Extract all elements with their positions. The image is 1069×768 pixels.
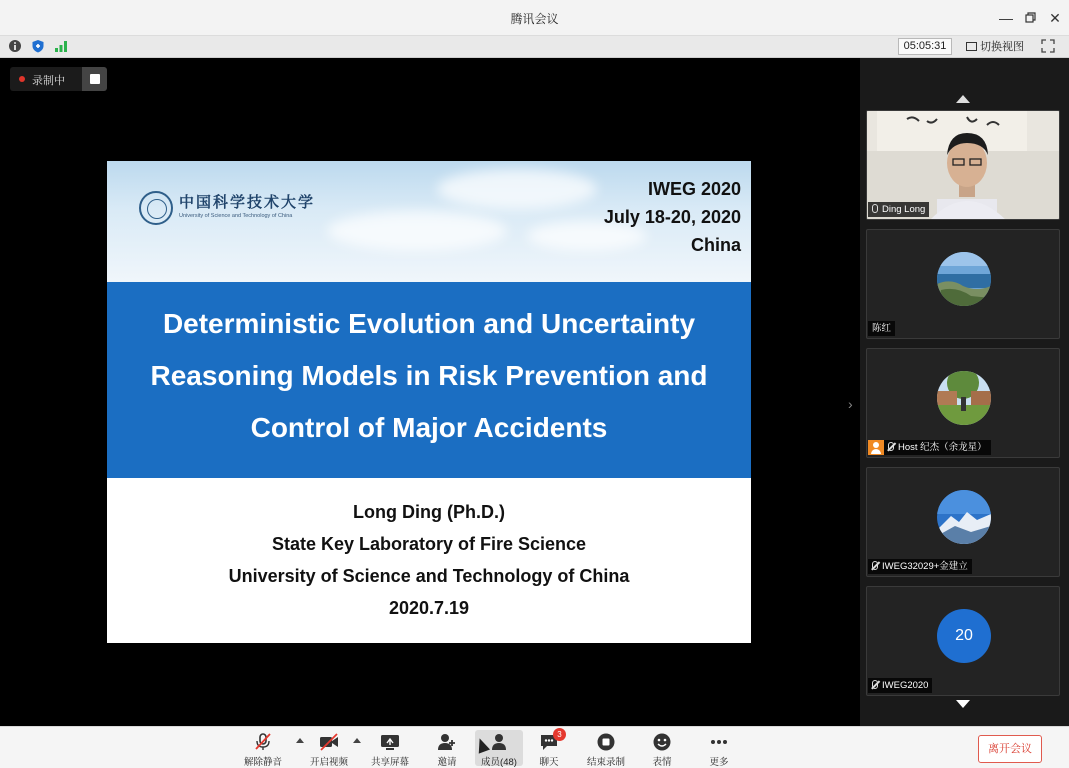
participant-tile[interactable] [866,229,1060,339]
microphone-muted-icon [872,680,878,689]
end-recording-label: 结束录制 [586,757,625,768]
more-dots-icon [709,733,729,751]
slide-title-line: Control of Major Accidents [250,412,608,443]
participants-video-panel [860,58,1069,726]
leave-meeting-button[interactable]: 离开会议 [978,735,1042,763]
participant-tile-host[interactable] [866,348,1060,458]
chat-button[interactable] [525,730,573,766]
fullscreen-icon[interactable] [1041,39,1055,53]
video-options-caret-icon[interactable] [353,738,361,743]
signal-icon[interactable] [54,39,68,53]
author-university: University of Science and Technology of China [228,566,630,586]
slide-header [107,161,751,282]
meeting-info-bar [0,36,1069,58]
info-icon[interactable] [8,39,22,53]
participant-avatar [937,371,991,425]
chat-unread-badge: 3 [553,728,566,741]
meeting-timer: 05:05:31 [898,38,952,55]
grid-view-icon [966,42,977,51]
recording-label: 录制中 [32,75,65,87]
participant-name-tag [868,321,895,336]
stop-recording-icon [596,733,616,751]
participant-name: 陈红 [872,323,892,334]
members-icon [489,733,509,751]
bottom-toolbar [0,726,1069,768]
participant-name-tag [868,202,929,217]
emoji-label: 表情 [652,757,672,768]
university-seal-icon [139,191,173,225]
invite-label: 邀请 [437,757,457,768]
add-user-icon [437,733,457,751]
participant-tile[interactable] [866,586,1060,696]
participant-tile[interactable] [866,467,1060,577]
emoji-button[interactable] [638,730,686,766]
logo-english-text: University of Science and Technology of China [179,213,293,219]
camera-off-icon [319,733,339,751]
participant-name: IWEG2020 [882,680,929,691]
stop-icon [90,74,100,84]
participant-avatar [937,252,991,306]
unmute-label: 解除静音 [243,757,282,768]
start-video-label: 开启视频 [309,757,348,768]
slide-title-line: Reasoning Models in Risk Prevention and [150,360,708,391]
restore-icon[interactable] [1020,8,1040,28]
start-video-button[interactable] [305,730,353,766]
participant-initials-avatar: 20 [937,609,991,663]
microphone-icon [872,204,878,213]
minimize-icon[interactable]: — [999,10,1013,26]
audio-options-caret-icon[interactable] [296,738,304,743]
members-label: 成员(48) [481,757,517,768]
participant-name-tag [868,440,991,455]
collapse-panel-icon[interactable]: › [848,396,853,412]
participant-name: IWEG32029+金建立 [882,561,968,572]
presentation-date: 2020.7.19 [388,598,470,618]
author-name: Long Ding (Ph.D.) [353,502,505,522]
author-lab: State Key Laboratory of Fire Science [271,534,587,554]
window-title: 腾讯会议 [510,12,559,26]
participant-avatar [937,490,991,544]
participant-tile-video[interactable] [866,110,1060,220]
host-icon [868,440,884,455]
switch-view-label: 切换视图 [980,41,1024,53]
stop-recording-button[interactable] [82,67,107,91]
more-button[interactable] [695,730,743,766]
shield-icon[interactable] [31,39,45,53]
close-icon[interactable]: ✕ [1049,10,1061,26]
share-screen-label: 共享屏幕 [370,757,409,768]
participant-name: Ding Long [882,204,926,215]
recording-indicator [10,67,97,91]
invite-button[interactable] [423,730,471,766]
slide-title-line: Deterministic Evolution and Uncertainty [162,308,696,339]
participant-name-tag [868,678,932,693]
share-screen-button[interactable] [366,730,414,766]
university-logo [139,189,339,227]
end-recording-button[interactable] [582,730,630,766]
recording-dot-icon [19,76,25,82]
share-screen-icon [380,733,400,751]
shared-screen-slide [107,161,751,643]
title-bar [0,0,1069,36]
scroll-down-icon[interactable] [956,700,970,708]
participant-name: Host 纪杰（余龙星） [898,442,987,453]
conference-info [604,175,741,259]
more-label: 更多 [709,757,729,768]
unmute-button[interactable] [239,730,287,766]
scroll-up-icon[interactable] [956,95,970,103]
switch-view-button[interactable] [966,39,1024,55]
logo-chinese-text: 中国科学技术大学 [179,193,316,211]
conference-location: China [690,235,741,255]
participant-name-tag [868,559,972,574]
microphone-muted-icon [888,442,894,451]
microphone-muted-icon [253,733,273,751]
chat-label: 聊天 [539,757,559,768]
slide-title-band [107,282,751,478]
microphone-muted-icon [872,561,878,570]
conference-name: IWEG 2020 [647,179,741,199]
smiley-icon [652,733,672,751]
conference-dates: July 18-20, 2020 [603,207,741,227]
